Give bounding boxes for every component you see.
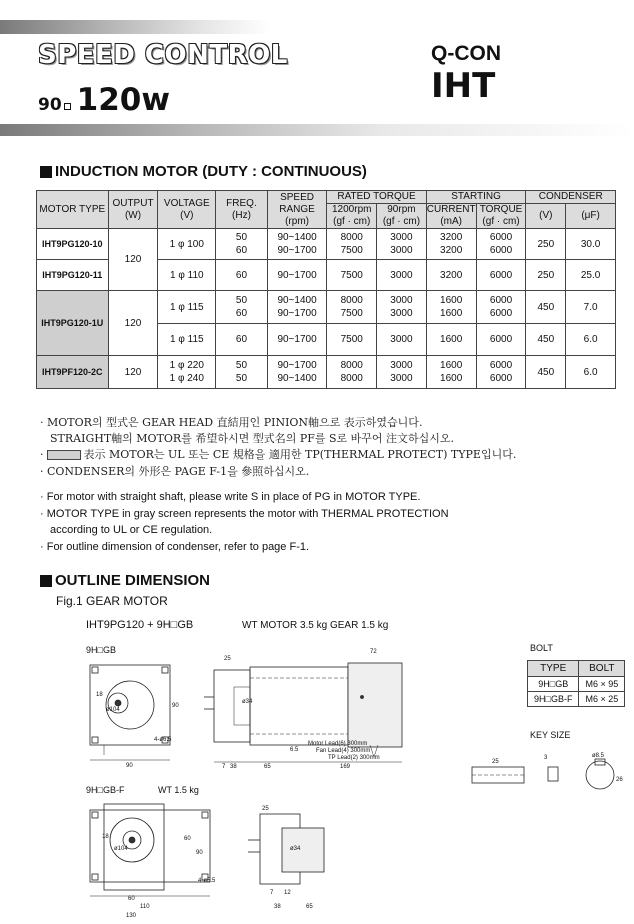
table-cell: 3000 3000 [377,229,427,260]
dim-f-60: 60 [184,836,191,842]
note-en-4: · For outline dimension of condenser, refer to page F-1. [40,541,310,553]
dim-f-104: ø104 [114,846,128,852]
col-output: OUTPUT (W) [108,191,158,229]
note-kr-4: · CONDENSER의 外形은 PAGE F-1을 參照하십시오. [40,465,310,478]
col-cond-uf: (μF) [566,204,616,229]
table-cell: M6 × 95 [579,677,625,692]
table-cell: 1 φ 115 [158,291,216,324]
table-cell: 9H□GB-F [528,692,579,707]
mounting-hole-icon [92,667,98,673]
terminal-dot [361,696,364,699]
table-cell: 250 [526,260,566,291]
bolt-table [527,660,625,707]
flange-side-body [282,828,324,872]
col-freq: FREQ. (Hz) [216,191,268,229]
key-size-drawing [464,745,624,805]
dim-90: 90 [126,763,133,769]
dim-f-90: 90 [196,850,203,856]
note-kr-1: · MOTOR의 型式은 GEAR HEAD 直結用인 PINION軸으로 表示하였습니다. [40,416,423,429]
table-cell: 6.0 [566,324,616,356]
table-cell: 120 [108,229,158,291]
table-cell: 30.0 [566,229,616,260]
dim-169: 169 [340,764,351,770]
dim-7: 7 [222,764,226,770]
col-condenser: CONDENSER [526,191,616,204]
table-cell: 3000 3000 [377,291,427,324]
spec-table [36,190,616,389]
gray-screen-swatch [47,450,81,460]
dim-f-60-h: 60 [128,896,135,902]
dim-34: ø34 [242,699,253,705]
col-speed: SPEED RANGE (rpm) [267,191,327,229]
col-rt-90: 90rpm (gf · cm) [377,204,427,229]
table-cell: IHT9PG120-10 [37,229,109,260]
col-voltage: VOLTAGE (V) [158,191,216,229]
col-st-torque: TORQUE (gf · cm) [476,204,526,229]
dim-f-34: ø34 [290,846,301,852]
mounting-hole-icon [92,737,98,743]
table-cell: 3200 3200 [426,229,476,260]
shaft-center-dot [115,700,121,706]
fig-label: Fig.1 GEAR MOTOR [56,594,168,608]
table-cell: 450 [526,356,566,389]
col-starting: STARTING [426,191,526,204]
table-cell: 8000 8000 [327,356,377,389]
table-cell: 50 60 [216,291,268,324]
model-label: IHT9PG120 + 9H□GB [86,619,194,631]
dim-f-130: 130 [126,913,137,919]
table-cell: IHT9PG120-11 [37,260,109,291]
table-cell: 7.0 [566,291,616,324]
gearhead-side-outline [214,670,250,742]
table-cell: 8000 7500 [327,291,377,324]
motor-body-outline [250,667,348,745]
dim-f-38: 38 [274,904,281,910]
dim-f-12: 12 [284,890,291,896]
square-bullet-icon [40,166,52,178]
mounting-hole-icon [202,812,208,818]
table-cell: 60 [216,260,268,291]
table-cell: 90~1400 90~1700 [267,229,327,260]
note-en-1: · For motor with straight shaft, please write S in place of PG in MOTOR TYPE. [40,491,421,503]
section-gradient-band [0,124,634,136]
gearhead-flange-drawing [84,800,344,920]
spec-heading-text: INDUCTION MOTOR (DUTY : CONTINUOUS) [55,163,367,180]
dim-f-7: 7 [270,890,274,896]
gear-label-1: 9H□GB [86,645,116,655]
col-motor-type: MOTOR TYPE [37,191,109,229]
gearbox-front-outline [90,665,170,745]
weight-label: WT MOTOR 3.5 kg GEAR 1.5 kg [242,620,389,631]
table-cell: 6000 6000 [476,291,526,324]
note-en-2: · MOTOR TYPE in gray screen represents the motor with THERMAL PROTECTION [40,508,449,520]
dim-f-25: 25 [262,806,269,812]
table-cell: 7500 [327,260,377,291]
dim-f-4-55: 4-ø5.5 [198,878,216,884]
bolt-title: BOLT [530,643,553,653]
table-cell: 3000 [377,260,427,291]
table-cell: 6000 6000 [476,356,526,389]
flange-body-outline [104,804,164,890]
dim-key-26: 26 [616,777,623,783]
table-cell: 25.0 [566,260,616,291]
bolt-col-bolt: BOLT [579,661,625,677]
table-cell: 1600 1600 [426,356,476,389]
table-cell: 1 φ 115 [158,324,216,356]
note-en-3: according to UL or CE regulation. [50,524,213,536]
dim-72: 72 [370,649,377,655]
dim-4-65: 4-ø6.5 [154,737,172,743]
table-cell: 1600 1600 [426,291,476,324]
table-cell: 6000 [476,324,526,356]
table-cell: 6000 6000 [476,229,526,260]
weight-label-2: WT 1.5 kg [158,785,199,795]
bolt-col-type: TYPE [528,661,579,677]
col-rated-torque: RATED TORQUE [327,191,426,204]
mounting-hole-icon [92,812,98,818]
col-rt-1200: 1200rpm (gf · cm) [327,204,377,229]
gear-motor-drawing [84,645,404,770]
header-gradient-band [0,20,270,34]
table-cell: IHT9PG120-1U [37,291,109,356]
dim-f-18: 18 [102,834,109,840]
col-st-current: CURRENT (mA) [426,204,476,227]
dim-f-65: 65 [306,904,313,910]
gearbox-pilot-circle [106,681,154,729]
table-cell: 50 60 [216,229,268,260]
table-cell: 3000 3000 [377,356,427,389]
table-cell: 120 [108,356,158,389]
flange-outline [90,810,210,882]
table-cell: 7500 [327,324,377,356]
dim-18: 18 [96,692,103,698]
frame-power-label [38,82,170,118]
dim-65: 65 [264,764,271,770]
square-bullet-icon [40,575,52,587]
dim-6-5: 6.5 [290,747,299,753]
series-name: IHT [431,66,496,106]
table-cell: 1 φ 220 1 φ 240 [158,356,216,389]
dim-90-v: 90 [172,703,179,709]
dim-38: 38 [230,764,237,770]
table-cell: 60 [216,324,268,356]
key-size-label: KEY SIZE [530,730,571,740]
square-symbol-icon [64,103,71,110]
terminal-box-outline [348,663,402,747]
power-rating: 120w [76,82,171,118]
col-cond-v: (V) [526,204,566,229]
lead-label-2: Fan Lead(4) 300mm [316,748,371,754]
mounting-hole-icon [92,874,98,880]
dim-104: ø104 [106,707,120,713]
table-cell: 8000 7500 [327,229,377,260]
table-cell: 90~1700 [267,324,327,356]
lead-label-3: TP Lead(2) 300mm [328,755,380,761]
table-cell: 1 φ 110 [158,260,216,291]
outline-heading [40,572,210,589]
table-cell: 6.0 [566,356,616,389]
note-kr-3: · 表示 MOTOR는 UL 또는 CE 規格을 適用한 TP(THERMAL PROTECT) TYPE입니다. [40,448,517,461]
table-cell: 450 [526,291,566,324]
page-title: SPEED CONTROL [38,40,288,70]
outline-heading-text: OUTLINE DIMENSION [55,572,211,589]
table-cell: 6000 [476,260,526,291]
table-cell: M6 × 25 [579,692,625,707]
table-cell: 3000 [377,324,427,356]
table-cell: 450 [526,324,566,356]
lead-label-1: Motor Lead(6) 300mm [308,741,368,747]
table-cell: 3200 [426,260,476,291]
series-label: Q-CON [431,42,501,65]
dim-f-110: 110 [140,904,150,910]
gearhead-pilot [234,687,250,725]
table-cell: IHT9PF120-2C [37,356,109,389]
dim-25: 25 [224,656,231,662]
table-cell: 90~1700 90~1400 [267,356,327,389]
table-cell: 1600 [426,324,476,356]
table-cell: 9H□GB [528,677,579,692]
dim-key-8-5: ø8.5 [592,753,605,759]
table-cell: 120 [108,291,158,356]
table-cell: 90~1700 [267,260,327,291]
gear-label-2: 9H□GB-F [86,785,125,795]
table-cell: 50 50 [216,356,268,389]
mounting-hole-icon [162,667,168,673]
dim-key-3: 3 [544,755,548,761]
shaft-center-dot [129,837,135,843]
table-cell: 90~1400 90~1700 [267,291,327,324]
table-cell: 250 [526,229,566,260]
keyway-slot [595,759,605,765]
spec-heading [40,163,367,180]
key-profile-outline [548,767,558,781]
table-cell: 1 φ 100 [158,229,216,260]
frame-size: 90 [38,95,62,115]
dim-key-25: 25 [492,759,499,765]
note-kr-2: STRAIGHT軸의 MOTOR를 希望하시면 型式名의 PF를 S로 바꾸어 注文하십시오. [50,432,455,445]
